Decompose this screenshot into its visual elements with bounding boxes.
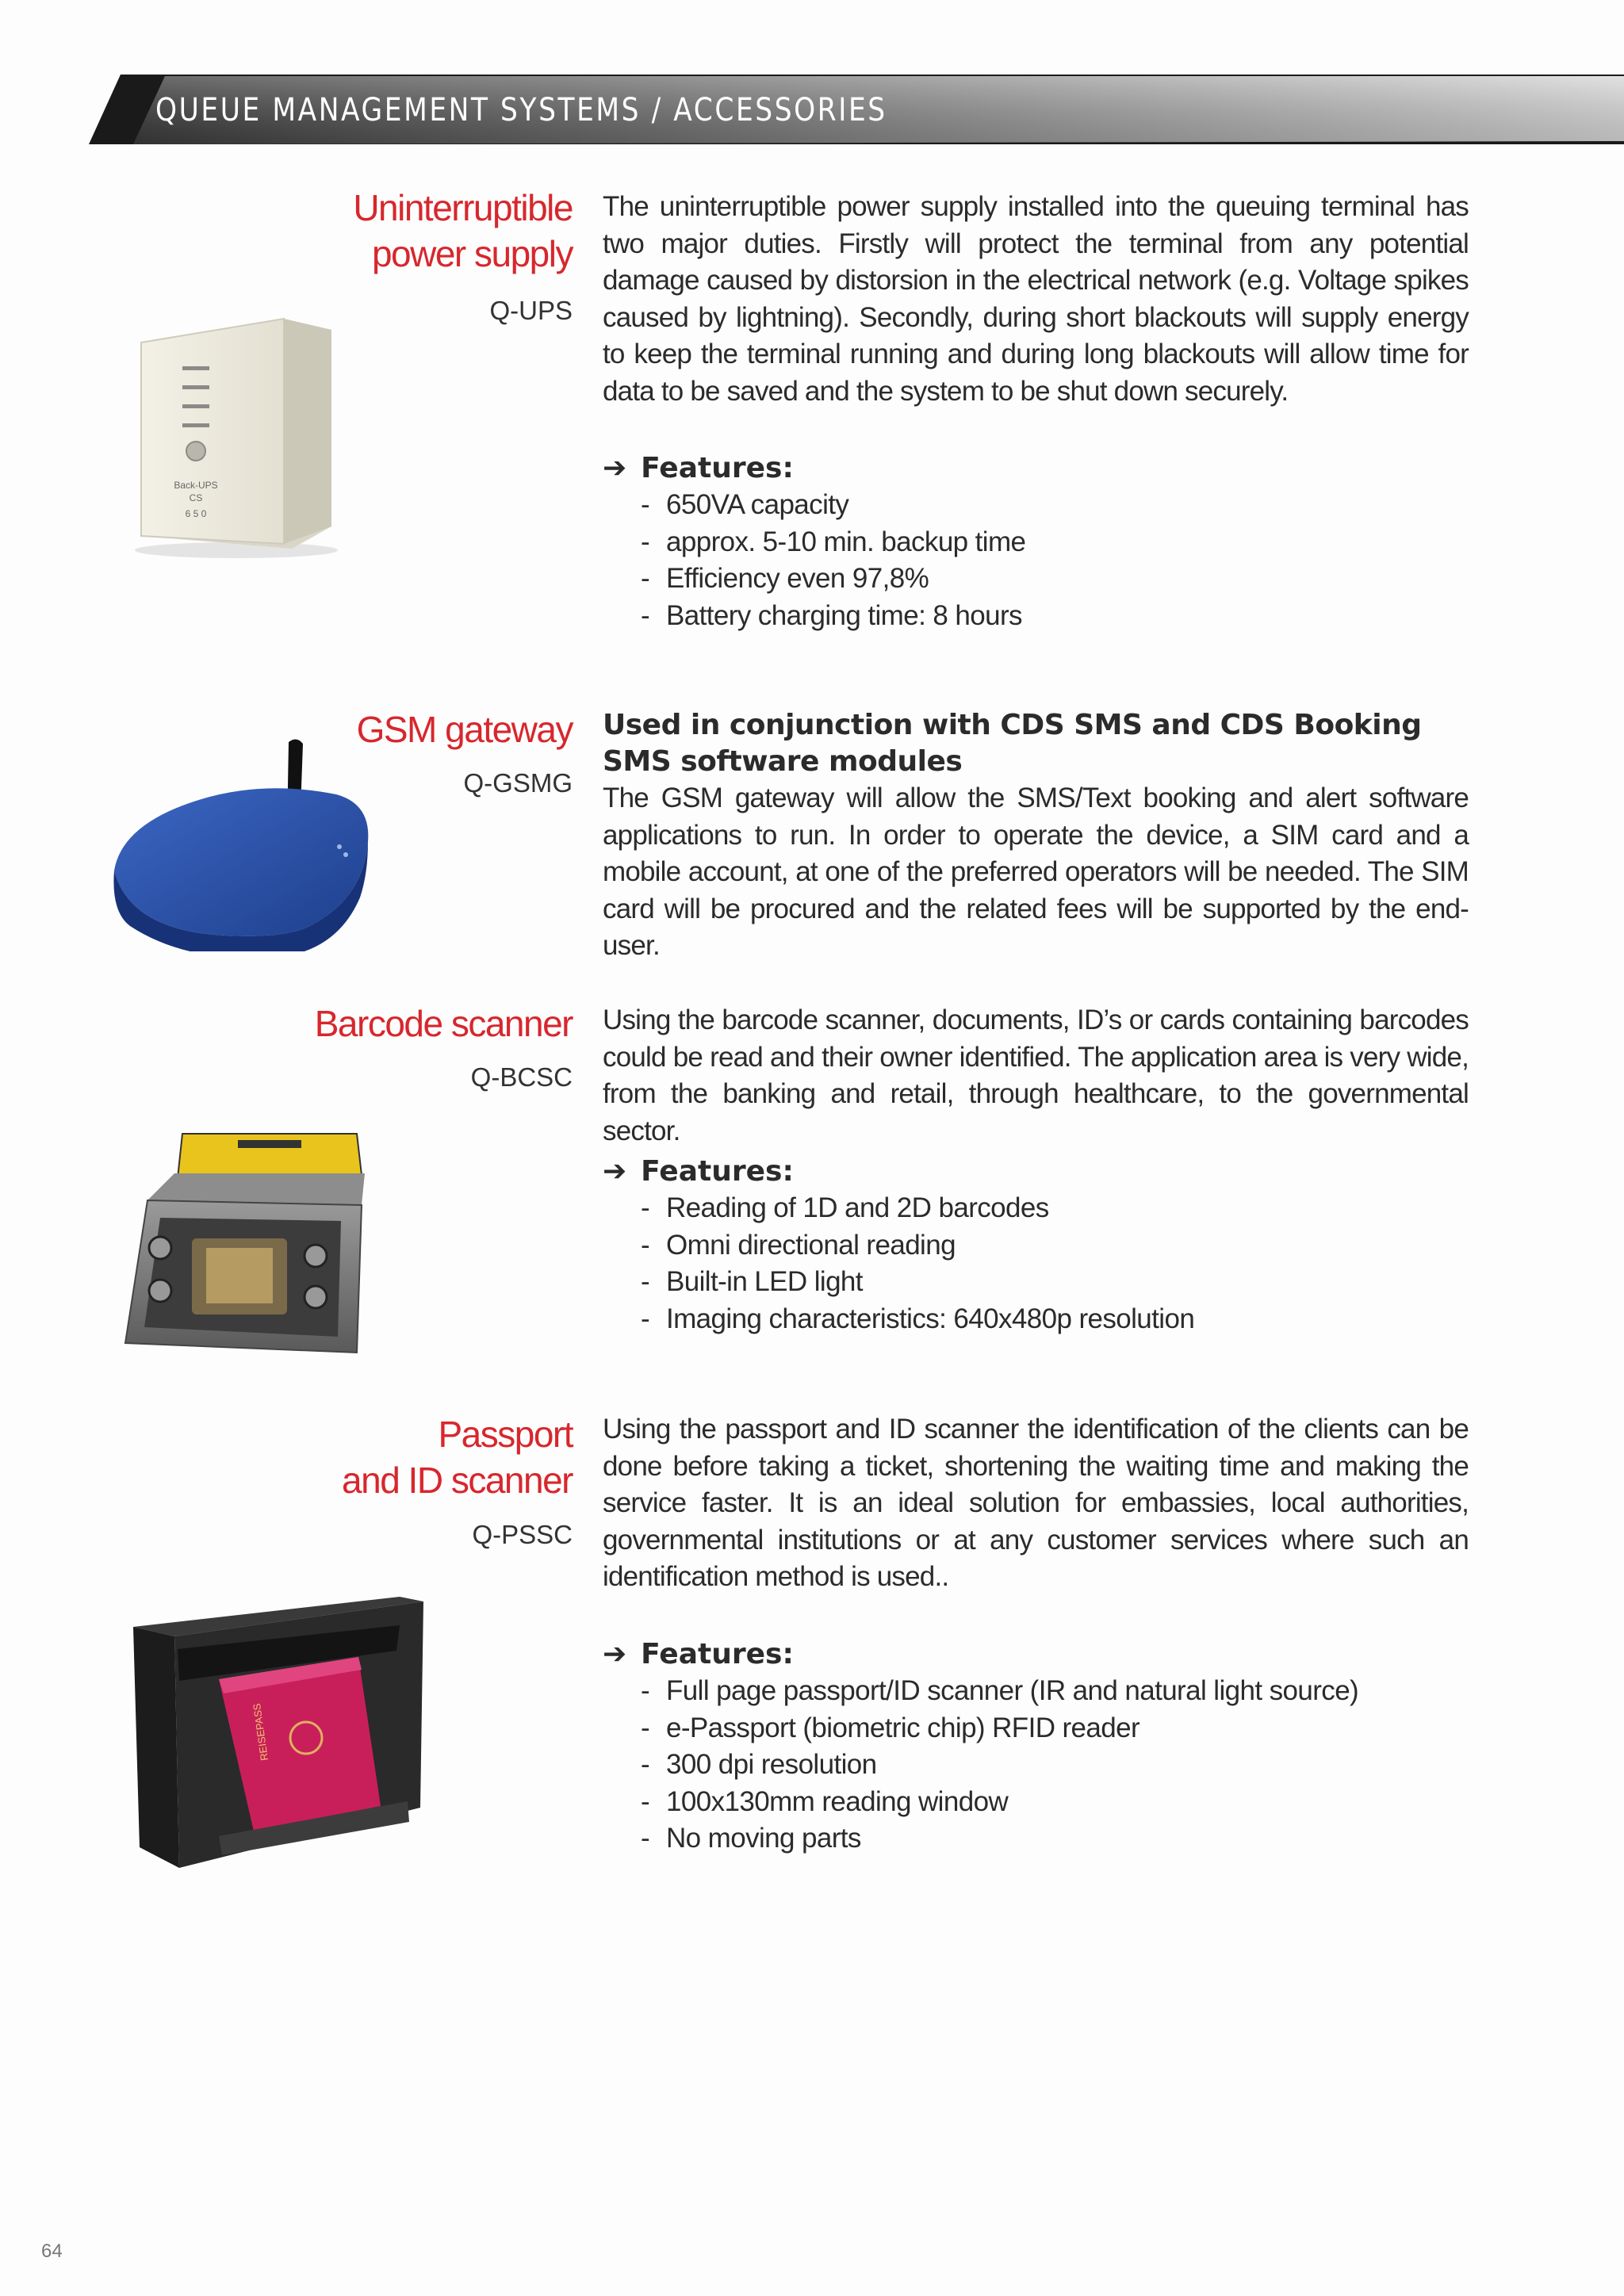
feature-text: Omni directional reading — [666, 1229, 956, 1261]
list-item: - 650VA capacity — [641, 489, 849, 520]
list-item: - Built-in LED light — [641, 1266, 863, 1297]
header-title: QUEUE MANAGEMENT SYSTEMS / ACCESSORIES — [155, 92, 887, 128]
feature-text: Full page passport/ID scanner (IR and natural light source) — [666, 1675, 1359, 1706]
product-description — [603, 707, 1469, 965]
list-item: - Efficiency even 97,8% — [641, 563, 929, 594]
features-label: Features: — [641, 452, 794, 484]
list-item: - e-Passport (biometric chip) RFID reader — [641, 1712, 1140, 1743]
description-text: The uninterruptible power supply installed into the queuing terminal has two major duties. Firstly will protect the terminal from any potential damage caused by distorsion in the electrical network (e.g. Voltage spikes caused by lightning). Secondly, during short blackouts will supply energy to keep the terminal running and during long blackouts will allow time for data to be saved and the system to be shut down securely. — [603, 191, 1469, 407]
features-heading — [603, 1636, 794, 1673]
arrow-right-icon: ➔ — [603, 452, 627, 484]
product-title-line: Uninterruptible — [353, 187, 573, 228]
product-code: Q-PSSC — [472, 1520, 573, 1549]
arrow-right-icon: ➔ — [603, 1638, 627, 1670]
features-label: Features: — [641, 1638, 794, 1670]
product-title — [315, 1001, 573, 1047]
lead-text: Used in conjunction with CDS SMS and CDS Booking SMS software modules — [603, 709, 1422, 778]
feature-text: e-Passport (biometric chip) RFID reader — [666, 1712, 1140, 1743]
list-item: - 300 dpi resolution — [641, 1749, 877, 1780]
product-code: Q-BCSC — [470, 1062, 573, 1092]
feature-text: Built-in LED light — [666, 1266, 863, 1297]
product-title-line: and ID scanner — [342, 1460, 573, 1501]
arrow-right-icon: ➔ — [603, 1155, 627, 1188]
feature-text: Imaging characteristics: 640x480p resolution — [666, 1303, 1195, 1334]
ups-product-image — [133, 314, 344, 560]
list-item: - 100x130mm reading window — [641, 1785, 1009, 1817]
features-label: Features: — [641, 1155, 794, 1188]
list-item: - approx. 5-10 min. backup time — [641, 526, 1026, 557]
product-title-line: GSM gateway — [356, 709, 573, 750]
section-header — [89, 75, 1624, 144]
list-item: - Reading of 1D and 2D barcodes — [641, 1192, 1049, 1223]
features-list — [641, 1673, 1358, 1858]
page-number: 64 — [41, 2241, 63, 2262]
feature-text: 100x130mm reading window — [666, 1785, 1009, 1817]
passport-label-text: REISEPASS — [250, 1702, 270, 1762]
feature-text: No moving parts — [666, 1823, 861, 1854]
feature-text: 300 dpi resolution — [666, 1749, 877, 1780]
description-text: Using the passport and ID scanner the identification of the clients can be done before taking a ticket, shortening the waiting time and making the service faster. It is an ideal solution for embassies, local authorities, governmental institutions or at any customer services where such an identification method is used.. — [603, 1414, 1469, 1592]
feature-text: Efficiency even 97,8% — [666, 563, 929, 594]
product-description — [603, 1411, 1469, 1596]
features-heading — [603, 1154, 794, 1190]
product-title — [357, 706, 573, 752]
description-text: The GSM gateway will allow the SMS/Text booking and alert software applications to run. In order to operate the device, a SIM card and a mobile account, at one of the preferred operators will be needed. The SIM card will be procured and the related fees will be supported by the end-user. — [603, 783, 1469, 961]
passport-scanner-image — [130, 1594, 425, 1868]
product-description — [603, 189, 1469, 410]
product-code: Q-GSMG — [463, 768, 573, 798]
product-title — [353, 185, 573, 277]
ups-model-text: CS — [189, 492, 203, 503]
feature-text: approx. 5-10 min. backup time — [666, 526, 1026, 557]
product-title-line: Barcode scanner — [314, 1003, 573, 1044]
ups-label-text: Back-UPS — [174, 480, 218, 491]
list-item: - Full page passport/ID scanner (IR and natural light source) — [641, 1675, 1359, 1706]
ups-va-text: 6 5 0 — [185, 508, 207, 519]
product-title — [342, 1411, 573, 1503]
feature-text: Reading of 1D and 2D barcodes — [666, 1192, 1049, 1223]
list-item: - No moving parts — [641, 1823, 861, 1854]
list-item: - Battery charging time: 8 hours — [641, 599, 1022, 631]
features-list — [641, 1190, 1194, 1337]
gsm-gateway-image — [108, 736, 377, 951]
product-title-line: power supply — [371, 233, 573, 274]
product-code: Q-UPS — [489, 296, 573, 325]
product-description — [603, 1002, 1469, 1150]
features-list — [641, 487, 1025, 634]
features-heading — [603, 450, 794, 487]
list-item: - Imaging characteristics: 640x480p resolution — [641, 1303, 1195, 1334]
feature-text: Battery charging time: 8 hours — [666, 599, 1022, 631]
product-title-line: Passport — [438, 1414, 573, 1455]
feature-text: 650VA capacity — [666, 489, 849, 520]
description-text: Using the barcode scanner, documents, ID’s or cards containing barcodes could be read and their owner identified. The application area is very wide, from the banking and retail, through healthcare, to the governmental sector. — [603, 1004, 1469, 1146]
barcode-scanner-image — [119, 1129, 365, 1356]
list-item: - Omni directional reading — [641, 1229, 956, 1261]
